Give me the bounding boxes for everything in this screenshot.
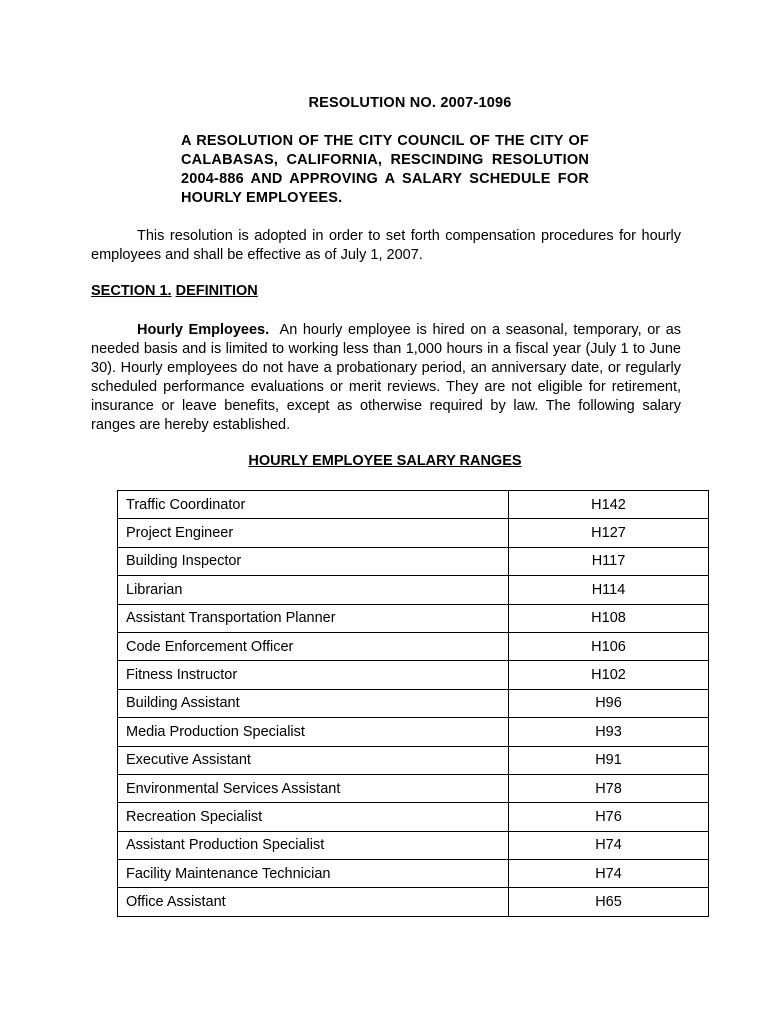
grade-cell: H96	[509, 689, 709, 717]
position-cell: Environmental Services Assistant	[118, 774, 509, 802]
table-title: HOURLY EMPLOYEE SALARY RANGES	[248, 453, 522, 469]
position-cell: Facility Maintenance Technician	[118, 860, 509, 888]
section-number: SECTION 1.	[91, 283, 172, 299]
table-row	[118, 632, 709, 660]
definition-text: An hourly employee is hired on a seasonal, temporary, or as needed basis and is limited to working less than 1,000 hours in a fiscal year (July 1 to June 30). Hourly employees do not have a probationary period, an anniversary date, or regularly scheduled performance evaluations or merit reviews. They are not eligible for retirement, insurance or leave benefits, except as otherwise required by law. The following salary ranges are hereby established.	[91, 322, 682, 433]
table-row	[118, 604, 709, 632]
position-cell: Recreation Specialist	[118, 803, 509, 831]
grade-cell: H93	[509, 718, 709, 746]
grade-cell: H127	[509, 519, 709, 547]
position-cell: Office Assistant	[118, 888, 509, 916]
grade-cell: H91	[509, 746, 709, 774]
table-row	[118, 718, 709, 746]
salary-table-body	[118, 491, 709, 917]
table-row	[118, 774, 709, 802]
position-cell: Building Inspector	[118, 547, 509, 575]
definition-paragraph	[91, 321, 681, 435]
grade-cell: H74	[509, 831, 709, 859]
table-row	[118, 491, 709, 519]
grade-cell: H102	[509, 661, 709, 689]
definition-term: Hourly Employees.	[137, 322, 270, 338]
resolution-title: A RESOLUTION OF THE CITY COUNCIL OF THE CITY OF CALABASAS, CALIFORNIA, RESCINDING RESOLUTION 2004-886 AND APPROVING A SALARY SCHEDULE FOR HOURLY EMPLOYEES.	[181, 133, 589, 206]
table-row	[118, 746, 709, 774]
position-cell: Fitness Instructor	[118, 661, 509, 689]
position-cell: Assistant Transportation Planner	[118, 604, 509, 632]
position-cell: Executive Assistant	[118, 746, 509, 774]
grade-cell: H108	[509, 604, 709, 632]
resolution-number: RESOLUTION NO. 2007-1096	[308, 95, 512, 111]
table-row	[118, 547, 709, 575]
table-row	[118, 661, 709, 689]
grade-cell: H117	[509, 547, 709, 575]
grade-cell: H74	[509, 860, 709, 888]
table-row	[118, 888, 709, 916]
intro-paragraph: This resolution is adopted in order to set forth compensation procedures for hourly employees and shall be effective as of July 1, 2007.	[91, 228, 681, 263]
position-cell: Code Enforcement Officer	[118, 632, 509, 660]
grade-cell: H114	[509, 576, 709, 604]
position-cell: Librarian	[118, 576, 509, 604]
table-row	[118, 689, 709, 717]
grade-cell: H65	[509, 888, 709, 916]
position-cell: Media Production Specialist	[118, 718, 509, 746]
salary-table	[117, 490, 709, 917]
grade-cell: H106	[509, 632, 709, 660]
table-row	[118, 831, 709, 859]
grade-cell: H78	[509, 774, 709, 802]
section-title: DEFINITION	[175, 283, 258, 299]
table-row	[118, 519, 709, 547]
table-row	[118, 860, 709, 888]
position-cell: Building Assistant	[118, 689, 509, 717]
position-cell: Project Engineer	[118, 519, 509, 547]
grade-cell: H76	[509, 803, 709, 831]
table-row	[118, 803, 709, 831]
table-row	[118, 576, 709, 604]
section-heading	[91, 283, 258, 299]
grade-cell: H142	[509, 491, 709, 519]
position-cell: Assistant Production Specialist	[118, 831, 509, 859]
position-cell: Traffic Coordinator	[118, 491, 509, 519]
